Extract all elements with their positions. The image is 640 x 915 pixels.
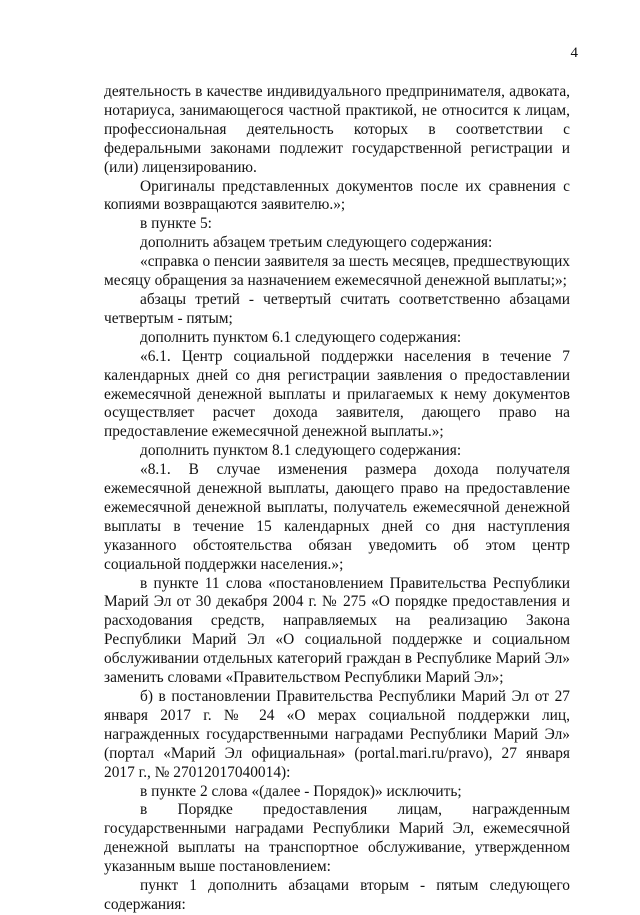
document-body	[104, 83, 570, 915]
paragraph: в Порядке предоставления лицам, награжденным государственными наградами Республики Марий Эл, ежемесячной денежной выплаты на транспортное обслуживание, утвержденном указанным выше постановлением:	[104, 801, 570, 876]
paragraph: в пункте 5:	[140, 215, 212, 233]
paragraph: б) в постановлении Правительства Республики Марий Эл от 27 января 2017 г. № 24 «О мерах социальной поддержки лиц, награжденных государственными наградами Республики Марий Эл» (портал «Марий Эл официальная» (portal.mari.ru/pravo), 27 января 2017 г., № 27012017040014):	[104, 688, 570, 781]
paragraph: дополнить пунктом 6.1 следующего содержания:	[140, 328, 462, 346]
paragraph: дополнить абзацем третьим следующего содержания:	[140, 234, 493, 252]
page-number: 4	[570, 45, 578, 61]
paragraph: в пункте 2 слова «(далее - Порядок)» исключить;	[140, 782, 462, 800]
paragraph: в пункте 11 слова «постановлением Правительства Республики Марий Эл от 30 декабря 2004 г. № 275 «О порядке предоставления и расходования средств, направляемых на реализацию Закона Республики Марий Эл «О социальной поддержке и социальном обслуживании отдельных категорий граждан в Республике Марий Эл» заменить словами «Правительством Республики Марий Эл»;	[104, 574, 570, 687]
paragraph: «8.1. В случае изменения размера дохода получателя ежемесячной денежной выплаты, дающего право на предоставление ежемесячной денежной выплаты, получатель ежемесячной денежной выплаты в течение 15 календарных дней со дня наступления указанного обстоятельства обязан уведомить об этом центр социальной поддержки населения.»;	[104, 461, 570, 573]
paragraph: абзацы третий - четвертый считать соответственно абзацами четвертым - пятым;	[104, 290, 570, 327]
paragraph: пункт 1 дополнить абзацами вторым - пятым следующего содержания:	[104, 877, 570, 913]
paragraph: деятельность в качестве индивидуального предпринимателя, адвоката, нотариуса, занимающегося частной практикой, не относится к лицам, профессиональная деятельность которых в соответствии с федеральными законами подлежит государственной регистрации и (или) лицензированию.	[104, 83, 570, 176]
paragraph: «6.1. Центр социальной поддержки населения в течение 7 календарных дней со дня регистрации заявления о предоставлении ежемесячной денежной выплаты и прилагаемых к нему документов осуществляет расчет дохода заявителя, дающего право на предоставление ежемесячной денежной выплаты.»;	[104, 347, 570, 441]
paragraph: Оригиналы представленных документов после их сравнения с копиями возвращаются заявителю.»;	[104, 177, 570, 214]
paragraph: дополнить пунктом 8.1 следующего содержания:	[140, 442, 462, 460]
paragraph: «справка о пенсии заявителя за шесть месяцев, предшествующих месяцу обращения за назначением ежемесячной денежной выплаты;»;	[104, 253, 571, 290]
